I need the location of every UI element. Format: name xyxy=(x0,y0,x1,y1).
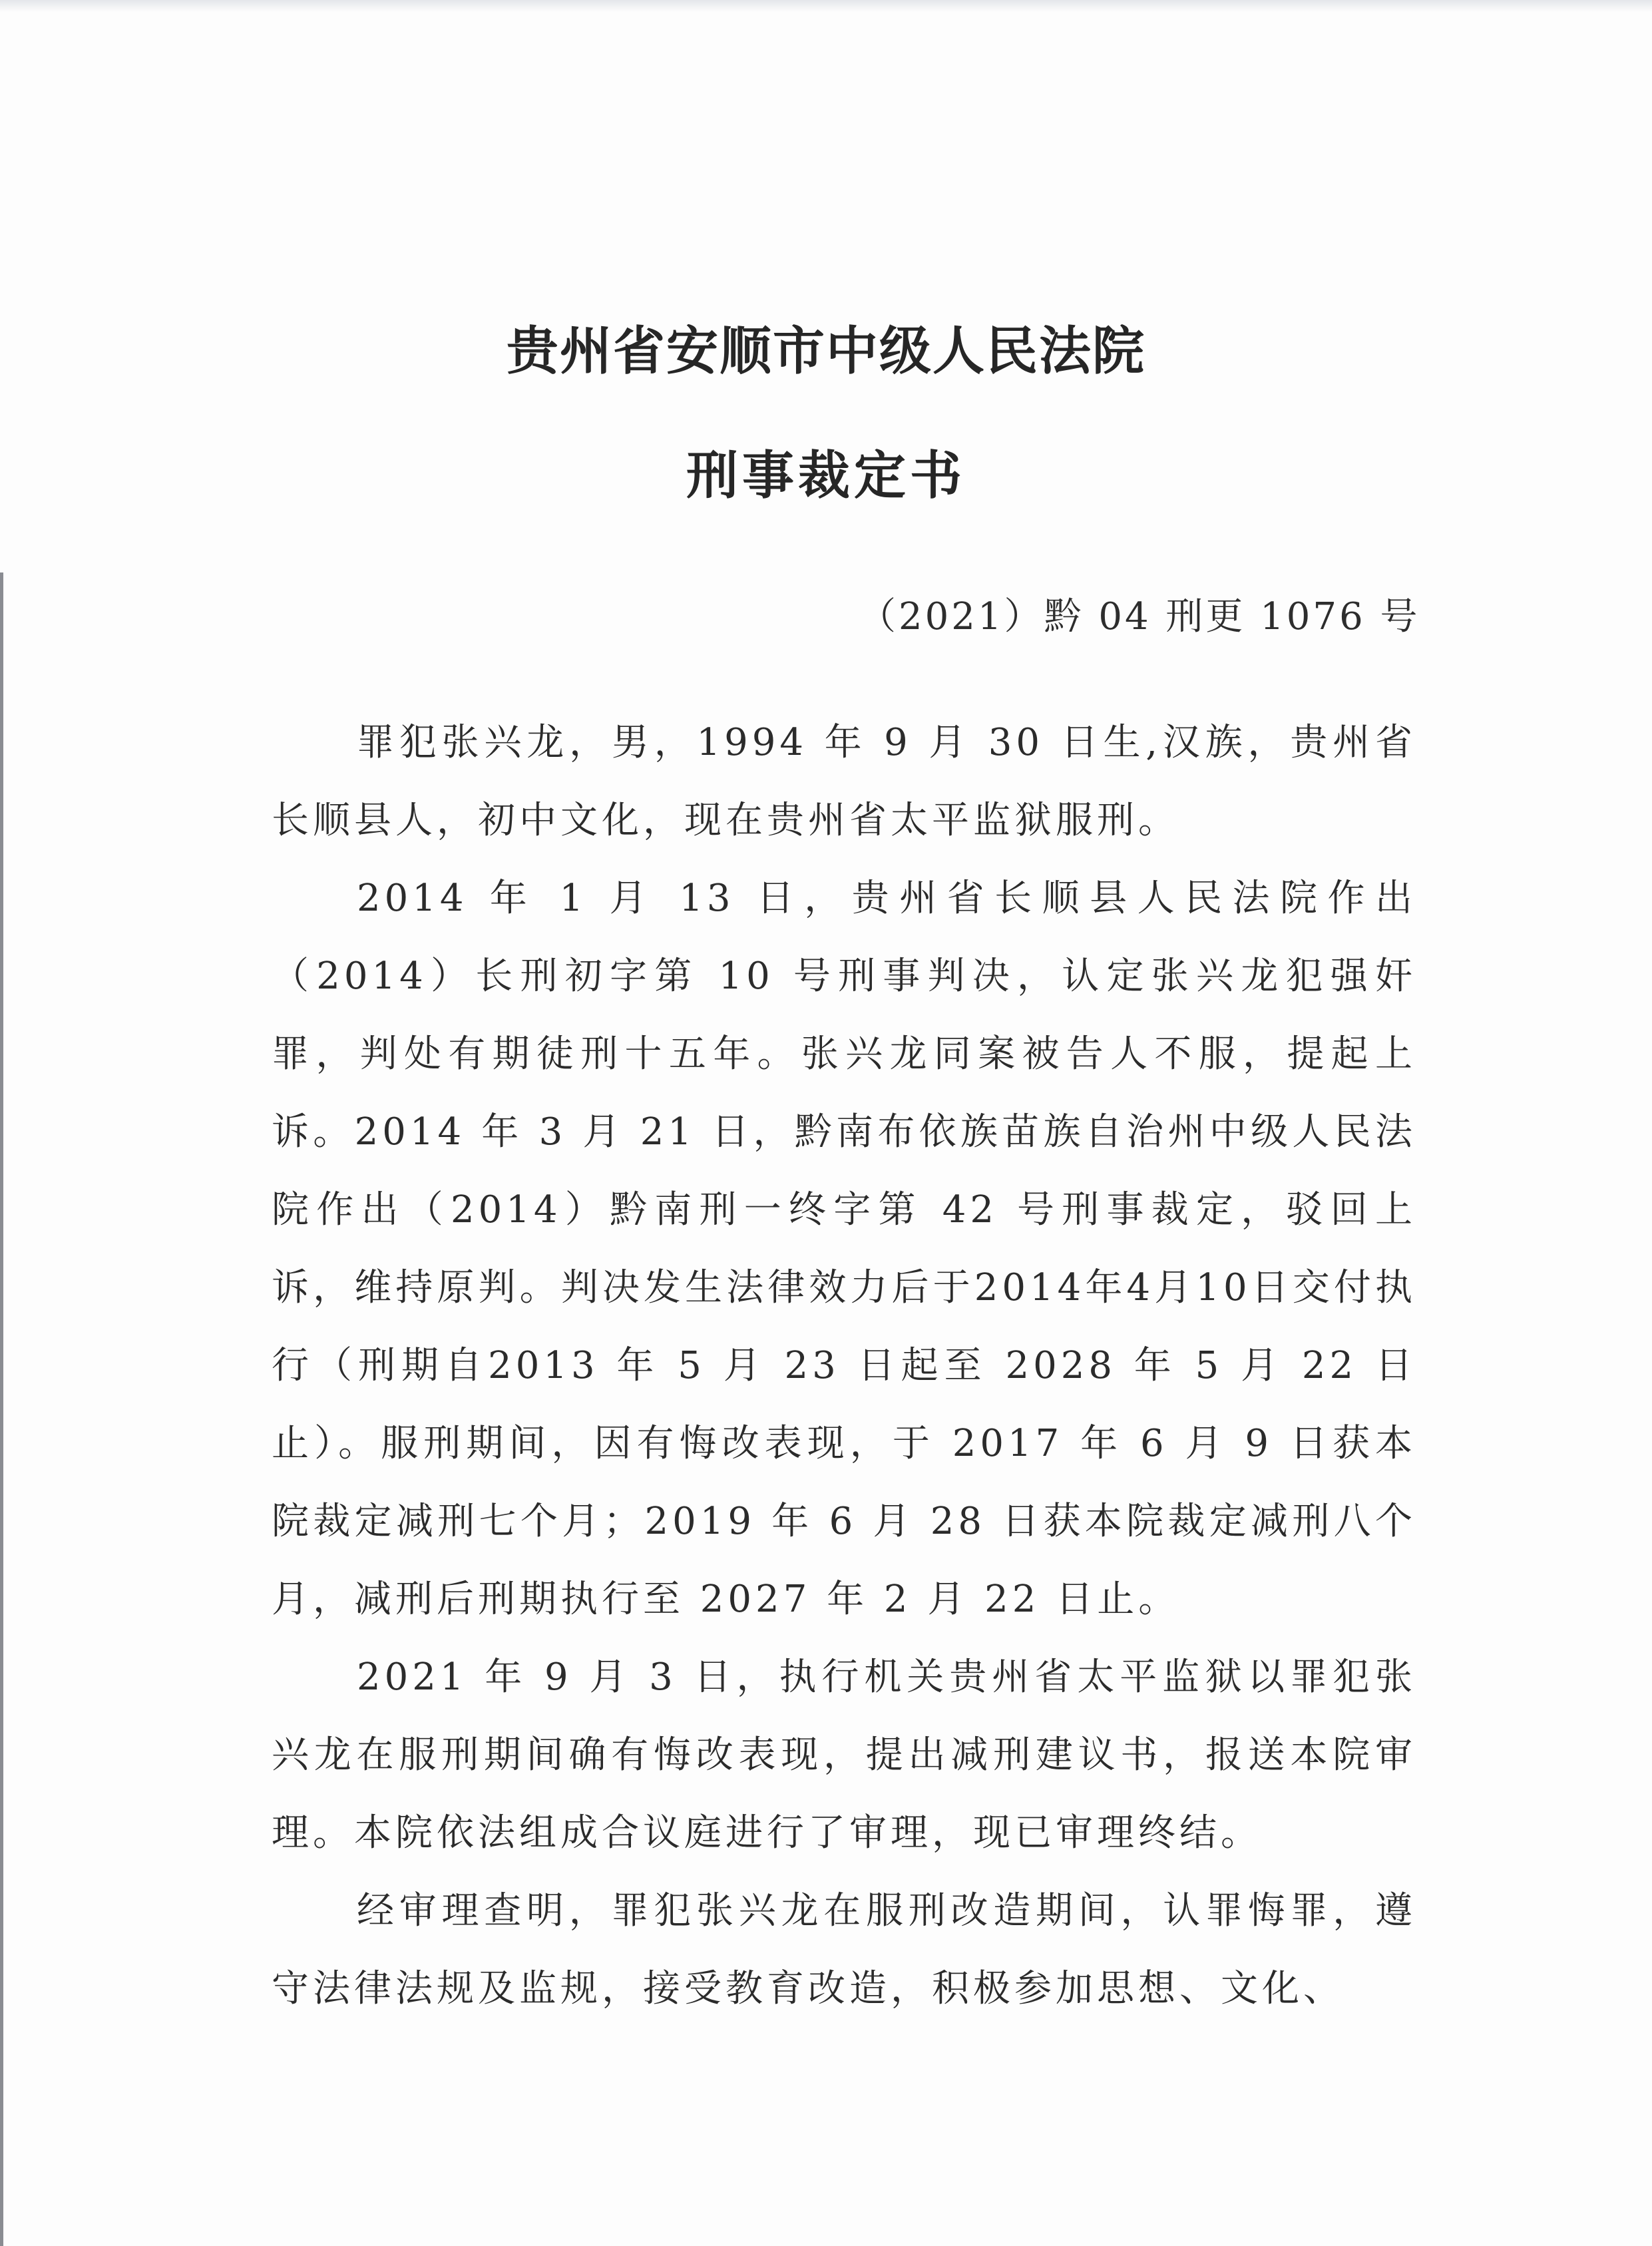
paragraph-findings: 经审理查明，罪犯张兴龙在服刑改造期间，认罪悔罪，遵守法律法规及监规，接受教育改造，积极参加思想、文化、 xyxy=(272,1889,1416,2010)
case-number: （2021）黔 04 刑更 1076 号 xyxy=(859,595,1420,638)
document-body xyxy=(272,704,1416,2028)
paragraph-defendant-info: 罪犯张兴龙，男，1994 年 9 月 30 日生,汉族，贵州省长顺县人，初中文化，现在贵州省太平监狱服刑。 xyxy=(272,721,1416,842)
paragraph-commutation-proposal: 2021 年 9 月 3 日，执行机关贵州省太平监狱以罪犯张兴龙在服刑期间确有悔改表现，提出减刑建议书，报送本院审理。本院依法组成合议庭进行了审理，现已审理终结。 xyxy=(272,1656,1416,1855)
scan-shadow-left xyxy=(0,572,3,2246)
scan-shadow-top xyxy=(0,0,1652,12)
paragraph-case-history: 2014 年 1 月 13 日，贵州省长顺县人民法院作出（2014）长刑初字第 10 号刑事判决，认定张兴龙犯强奸罪，判处有期徒刑十五年。张兴龙同案被告人不服，提起上诉。2014 年 3 月 21 日，黔南布依族苗族自治州中级人民法院作出（2014）黔南刑一终字第 42 号刑事裁定，驳回上诉，维持原判。判决发生法律效力后于2014年4月10日交付执行（刑期自2013 年 5 月 23 日起至 2028 年 5 月 22 日止）。服刑期间，因有悔改表现，于 2017 年 6 月 9 日获本院裁定减刑七个月；2019 年 6 月 28 日获本院裁定减刑八个月，减刑后刑期执行至 2027 年 2 月 22 日止。 xyxy=(272,877,1416,1621)
document-type-title: 刑事裁定书 xyxy=(686,446,966,506)
court-name-title: 贵州省安顺市中级人民法院 xyxy=(506,322,1145,381)
